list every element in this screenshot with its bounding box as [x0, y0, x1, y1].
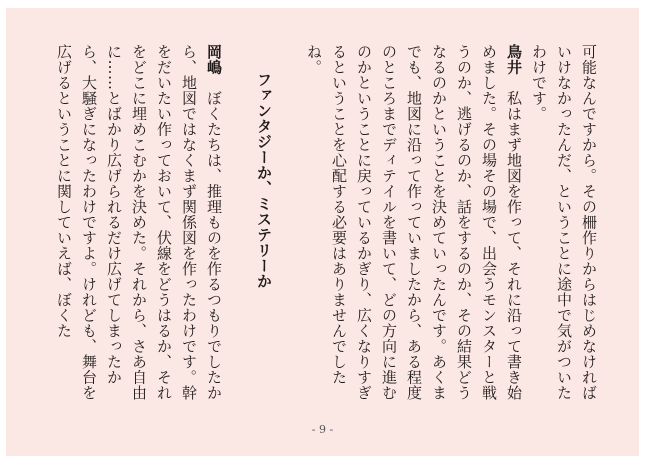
vertical-text-block [51, 44, 601, 404]
paragraph-torii [301, 44, 526, 404]
paragraph-okajima [51, 44, 226, 404]
paragraph-text: ぼくたちは、推理ものを作るつもりでしたから、地図ではなくまず関係図を作ったわけです。幹をだいたい作っておいて、伏線をどうはるか、それをどこに埋めこむかを決めた。それから、さあ自由に……とばかり広げられるだけ広げてしまったから、大騒ぎになったわけですよ。けれども、舞台を広げるということに関していえば、ぼくた [55, 44, 223, 401]
paragraph-text: 可能なんですから。その柵作りからはじめなければいけなかったんだ、ということに途中で気がついたわけです。 [530, 44, 598, 401]
speaker-name: 鳥井 [505, 44, 523, 75]
speaker-name: 岡嶋 [205, 44, 223, 75]
book-page [6, 8, 639, 456]
paragraph-text: 私はまず地図を作って、それに沿って書き始めました。その場その場で、出会うモンスターと戦うのか、逃げるのか、話をするのか、その結果どうなるのかということを決めていったんです。あくまでも、地図に沿って作っていましたから、ある程度のところまでディテイルを書いて、どの方向に進むのかということに戻っているかぎり、広くなりすぎるということを心配する必要はありませんでしたね。 [305, 44, 523, 401]
page-number: - 9 - [311, 423, 334, 436]
section-heading: ファンタジーか、ミステリーか [255, 72, 273, 289]
paragraph-continuation [526, 44, 601, 404]
